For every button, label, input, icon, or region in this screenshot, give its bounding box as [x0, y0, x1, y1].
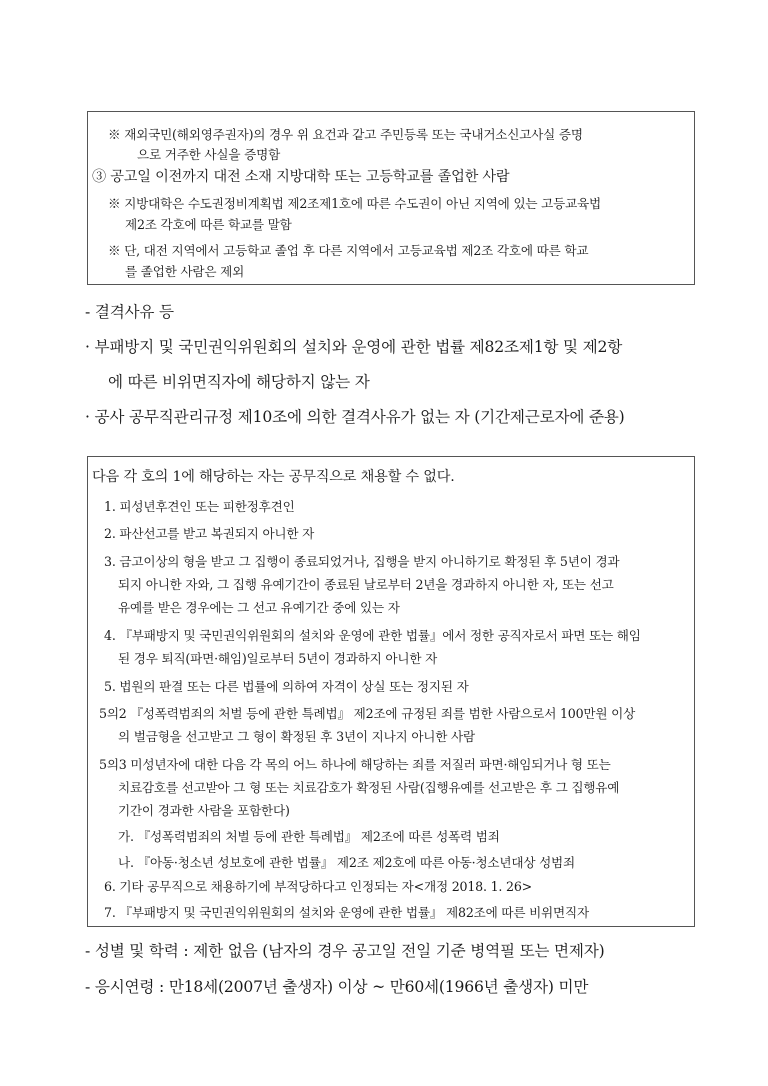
note-exclusion-line2: 를 졸업한 사람은 제외 — [125, 264, 245, 279]
disq-item-1: 1. 피성년후견인 또는 피한정후견인 — [104, 499, 295, 514]
disq-item-5: 5. 법원의 판결 또는 다른 법률에 의하여 자격이 상실 또는 정지된 자 — [104, 679, 469, 694]
disq-item-5-3-na: 나. 『아동·청소년 성보호에 관한 법률』 제2조 제2호에 따른 아동·청소년대상 성범죄 — [118, 855, 575, 870]
disqualification-heading: - 결격사유 등 — [85, 303, 174, 321]
disq-item-3-line1: 3. 금고이상의 형을 받고 그 집행이 종료되었거나, 집행을 받지 아니하기로 확정된 후 5년이 경과 — [104, 554, 620, 569]
disq-item-5-3-line3: 기간이 경과한 사람을 포함한다) — [118, 803, 290, 818]
disq-bullet1-line1: · 부패방지 및 국민권익위원회의 설치와 운영에 관한 법률 제82조제1항 및 제2항 — [85, 338, 623, 356]
disq-item-3-line2: 되지 아니한 자와, 그 집행 유예기간이 종료된 날로부터 2년을 경과하지 아니한 자, 또는 선고 — [118, 577, 614, 592]
disq-item-3-line3: 유예를 받은 경우에는 그 선고 유예기간 중에 있는 자 — [118, 600, 400, 615]
note-exclusion-line1: ※ 단, 대전 지역에서 고등학교 졸업 후 다른 지역에서 고등교육법 제2조 각호에 따른 학교 — [108, 243, 589, 258]
note-local-univ-line2: 제2조 각호에 따른 학교를 말함 — [125, 217, 292, 232]
age-requirement: - 응시연령 : 만18세(2007년 출생자) 이상 ~ 만60세(1966년 출생자) 미만 — [85, 978, 589, 996]
disq-item-5-3-line1: 5의3 미성년자에 대한 다음 각 목의 어느 하나에 해당하는 죄를 저질러 파면·해임되거나 형 또는 — [99, 757, 611, 772]
item-3: ③ 공고일 이전까지 대전 소재 지방대학 또는 고등학교를 졸업한 사람 — [92, 169, 510, 185]
disq-item-6: 6. 기타 공무직으로 채용하기에 부적당하다고 인정되는 자<개정 2018. 1. 26> — [104, 879, 532, 894]
note-local-univ-line1: ※ 지방대학은 수도권정비계획법 제2조제1호에 따른 수도권이 아닌 지역에 있는 고등교육법 — [108, 196, 602, 211]
disq-item-5-3-line2: 치료감호를 선고받아 그 형 또는 치료감호가 확정된 사람(집행유예를 선고받은 후 그 집행유예 — [118, 780, 620, 795]
disq-item-7: 7. 『부패방지 및 국민권익위원회의 설치와 운영에 관한 법률』 제82조에 따른 비위면직자 — [104, 905, 589, 920]
box2-intro: 다음 각 호의 1에 해당하는 자는 공무직으로 채용할 수 없다. — [92, 469, 455, 485]
disq-item-4-line2: 된 경우 퇴직(파면·해임)일로부터 5년이 경과하지 아니한 자 — [118, 651, 438, 666]
disq-item-5-2-line1: 5의2 『성폭력범죄의 처벌 등에 관한 특례법』 제2조에 규정된 죄를 범한 사람으로서 100만원 이상 — [99, 706, 636, 721]
disq-item-5-2-line2: 의 벌금형을 선고받고 그 형이 확정된 후 3년이 지나지 아니한 사람 — [118, 729, 475, 744]
gender-education: - 성별 및 학력 : 제한 없음 (남자의 경우 공고일 전일 기준 병역필 또는 면제자) — [85, 942, 605, 960]
disq-bullet1-line2: 에 따른 비위면직자에 해당하지 않는 자 — [108, 373, 370, 391]
note-overseas-line1: ※ 재외국민(해외영주권자)의 경우 위 요건과 같고 주민등록 또는 국내거소신고사실 증명 — [108, 127, 583, 142]
disq-item-5-3-ga: 가. 『성폭력범죄의 처벌 등에 관한 특례법』 제2조에 따른 성폭력 범죄 — [118, 829, 500, 844]
disq-item-4-line1: 4. 『부패방지 및 국민권익위원회의 설치와 운영에 관한 법률』에서 정한 공직자로서 파면 또는 해임 — [104, 628, 641, 643]
note-overseas-line2: 으로 거주한 사실을 증명함 — [137, 147, 281, 162]
disq-bullet2: · 공사 공무직관리규정 제10조에 의한 결격사유가 없는 자 (기간제근로자에 준용) — [85, 408, 625, 426]
disq-item-2: 2. 파산선고를 받고 복권되지 아니한 자 — [104, 526, 315, 541]
